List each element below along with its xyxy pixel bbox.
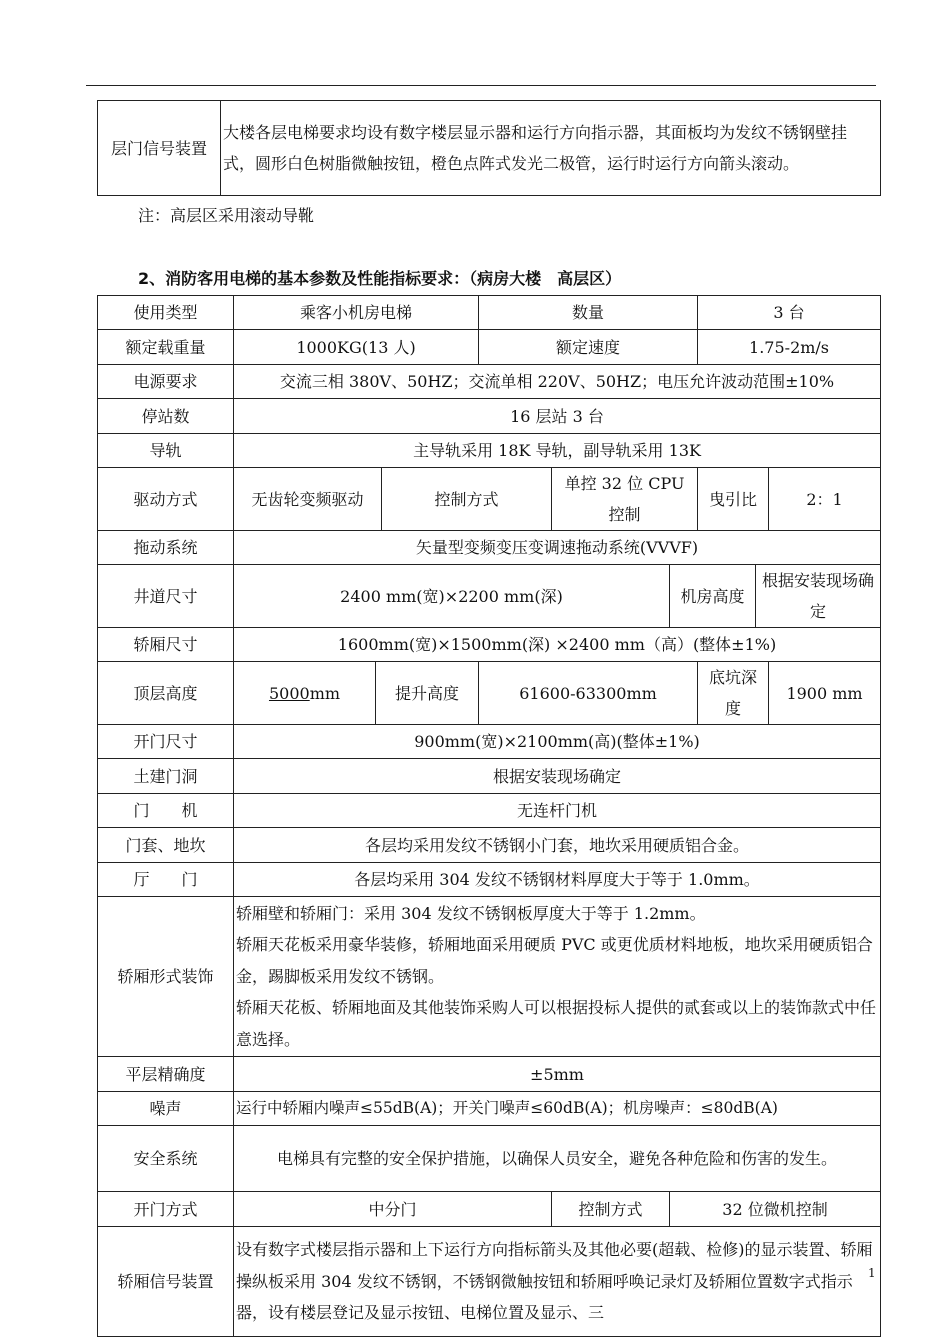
door-size-label: 开门尺寸 <box>98 725 234 759</box>
guide-rail-value: 主导轨采用 18K 导轨，副导轨采用 13K <box>234 434 881 468</box>
car-decor-line-2: 轿厢天花板采用豪华装修，轿厢地面采用硬质 PVC 或更优质材料地板，地坎采用硬质铝合金，踢脚板采用发纹不锈钢。 <box>236 935 873 986</box>
usage-type-label: 使用类型 <box>98 296 234 330</box>
landing-signal-content: 大楼各层电梯要求均设有数字楼层显示器和运行方向指示器，其面板均为发纹不锈钢壁挂式，圆形白色树脂微触按钮，橙色点阵式发光二极管，运行时运行方向箭头滚动。 <box>221 101 881 196</box>
quantity-label: 数量 <box>479 296 698 330</box>
safety-value: 电梯具有完整的安全保护措施，以确保人员安全，避免各种危险和伤害的发生。 <box>234 1126 881 1192</box>
car-size-label: 轿厢尺寸 <box>98 628 234 662</box>
spec-table <box>97 295 881 1337</box>
row-car-size <box>98 628 881 662</box>
row-traction <box>98 531 881 565</box>
pit-label: 底坑深度 <box>698 662 769 725</box>
car-decor-line-1: 轿厢壁和轿厢门：采用 304 发纹不锈钢板厚度大于等于 1.2mm。 <box>236 903 706 923</box>
traction-label: 拖动系统 <box>98 531 234 565</box>
leveling-label: 平层精确度 <box>98 1057 234 1092</box>
row-door-machine <box>98 794 881 828</box>
roping-label: 曳引比 <box>698 468 769 531</box>
rated-speed-value: 1.75-2m/s <box>698 330 881 365</box>
row-car-signal <box>98 1227 881 1337</box>
headroom-value-number: 5000 <box>268 683 310 703</box>
row-opening <box>98 759 881 794</box>
row-stops <box>98 399 881 434</box>
control-mode-value: 单控 32 位 CPU 控制 <box>552 468 698 531</box>
hall-door-label: 厅 门 <box>98 863 234 897</box>
leveling-value: ±5mm <box>234 1057 881 1092</box>
section-heading: 2、消防客用电梯的基本参数及性能指标要求：（病房大楼 高层区） <box>138 269 622 288</box>
car-size-value: 1600mm(宽)×1500mm(深) ×2400 mm（高）(整体±1%) <box>234 628 881 662</box>
row-rated-load <box>98 330 881 365</box>
row-guide-rail <box>98 434 881 468</box>
row-power <box>98 365 881 399</box>
opening-label: 土建门洞 <box>98 759 234 794</box>
door-machine-value: 无连杆门机 <box>234 794 881 828</box>
control-value-2: 32 位微机控制 <box>670 1192 881 1227</box>
machine-room-label: 机房高度 <box>670 565 756 628</box>
note-text: 注：高层区采用滚动导靴 <box>138 206 315 225</box>
quantity-value: 3 台 <box>698 296 881 330</box>
power-value: 交流三相 380V、50HZ；交流单相 220V、50HZ；电压允许波动范围±10% <box>234 365 881 399</box>
noise-label: 噪声 <box>98 1092 234 1126</box>
row-shaft <box>98 565 881 628</box>
noise-value: 运行中轿厢内噪声≤55dB(A)；开关门噪声≤60dB(A)；机房噪声：≤80dB(A) <box>234 1092 881 1126</box>
headroom-label: 顶层高度 <box>98 662 234 725</box>
page-number: 1 <box>868 1266 876 1280</box>
rated-load-label: 额定载重量 <box>98 330 234 365</box>
row-frame-sill <box>98 828 881 863</box>
row-door-open <box>98 1192 881 1227</box>
car-decor-value <box>234 897 881 1057</box>
stops-value: 16 层站 3 台 <box>234 399 881 434</box>
machine-room-value: 根据安装现场确定 <box>756 565 881 628</box>
stops-label: 停站数 <box>98 399 234 434</box>
headroom-value-unit: mm <box>309 683 341 703</box>
door-open-label: 开门方式 <box>98 1192 234 1227</box>
frame-sill-label: 门套、地坎 <box>98 828 234 863</box>
guide-rail-label: 导轨 <box>98 434 234 468</box>
usage-type-value: 乘客小机房电梯 <box>234 296 479 330</box>
row-door-size <box>98 725 881 759</box>
control-mode-label: 控制方式 <box>382 468 552 531</box>
travel-label: 提升高度 <box>376 662 479 725</box>
headroom-value <box>234 662 376 725</box>
row-car-decor <box>98 897 881 1057</box>
row-headroom <box>98 662 881 725</box>
roping-value: 2：1 <box>769 468 881 531</box>
rated-speed-label: 额定速度 <box>479 330 698 365</box>
row-leveling <box>98 1057 881 1092</box>
header-rule <box>86 85 876 86</box>
shaft-label: 井道尺寸 <box>98 565 234 628</box>
row-drive <box>98 468 881 531</box>
frame-sill-value: 各层均采用发纹不锈钢小门套，地坎采用硬质铝合金。 <box>234 828 881 863</box>
power-label: 电源要求 <box>98 365 234 399</box>
safety-label: 安全系统 <box>98 1126 234 1192</box>
hall-door-value: 各层均采用 304 发纹不锈钢材料厚度大于等于 1.0mm。 <box>234 863 881 897</box>
drive-label: 驱动方式 <box>98 468 234 531</box>
pit-value: 1900 mm <box>769 662 881 725</box>
row-noise <box>98 1092 881 1126</box>
opening-value: 根据安装现场确定 <box>234 759 881 794</box>
row-safety <box>98 1126 881 1192</box>
door-size-value: 900mm(宽)×2100mm(高)(整体±1%) <box>234 725 881 759</box>
shaft-value: 2400 mm(宽)×2200 mm(深) <box>234 565 670 628</box>
door-machine-label: 门 机 <box>98 794 234 828</box>
car-signal-value: 设有数字式楼层指示器和上下运行方向指标箭头及其他必要(超载、检修)的显示装置、轿厢操纵板采用 304 发纹不锈钢，不锈钢微触按钮和轿厢呼唤记录灯及轿厢位置数字式指示器，设有楼层登记及显示按钮、电梯位置及显示、三 <box>234 1227 881 1337</box>
travel-value: 61600-63300mm <box>479 662 698 725</box>
rated-load-value: 1000KG(13 人) <box>234 330 479 365</box>
car-decor-label: 轿厢形式装饰 <box>98 897 234 1057</box>
traction-value: 矢量型变频变压变调速拖动系统(VVVF) <box>234 531 881 565</box>
row-usage-type <box>98 296 881 330</box>
car-decor-line-3: 轿厢天花板、轿厢地面及其他装饰采购人可以根据投标人提供的贰套或以上的装饰款式中任意选择。 <box>236 998 877 1049</box>
control-label-2: 控制方式 <box>552 1192 670 1227</box>
car-signal-label: 轿厢信号装置 <box>98 1227 234 1337</box>
landing-signal-table <box>97 100 881 196</box>
drive-value: 无齿轮变频驱动 <box>234 468 382 531</box>
row-hall-door <box>98 863 881 897</box>
door-open-value: 中分门 <box>234 1192 552 1227</box>
landing-signal-label: 层门信号装置 <box>98 101 221 196</box>
